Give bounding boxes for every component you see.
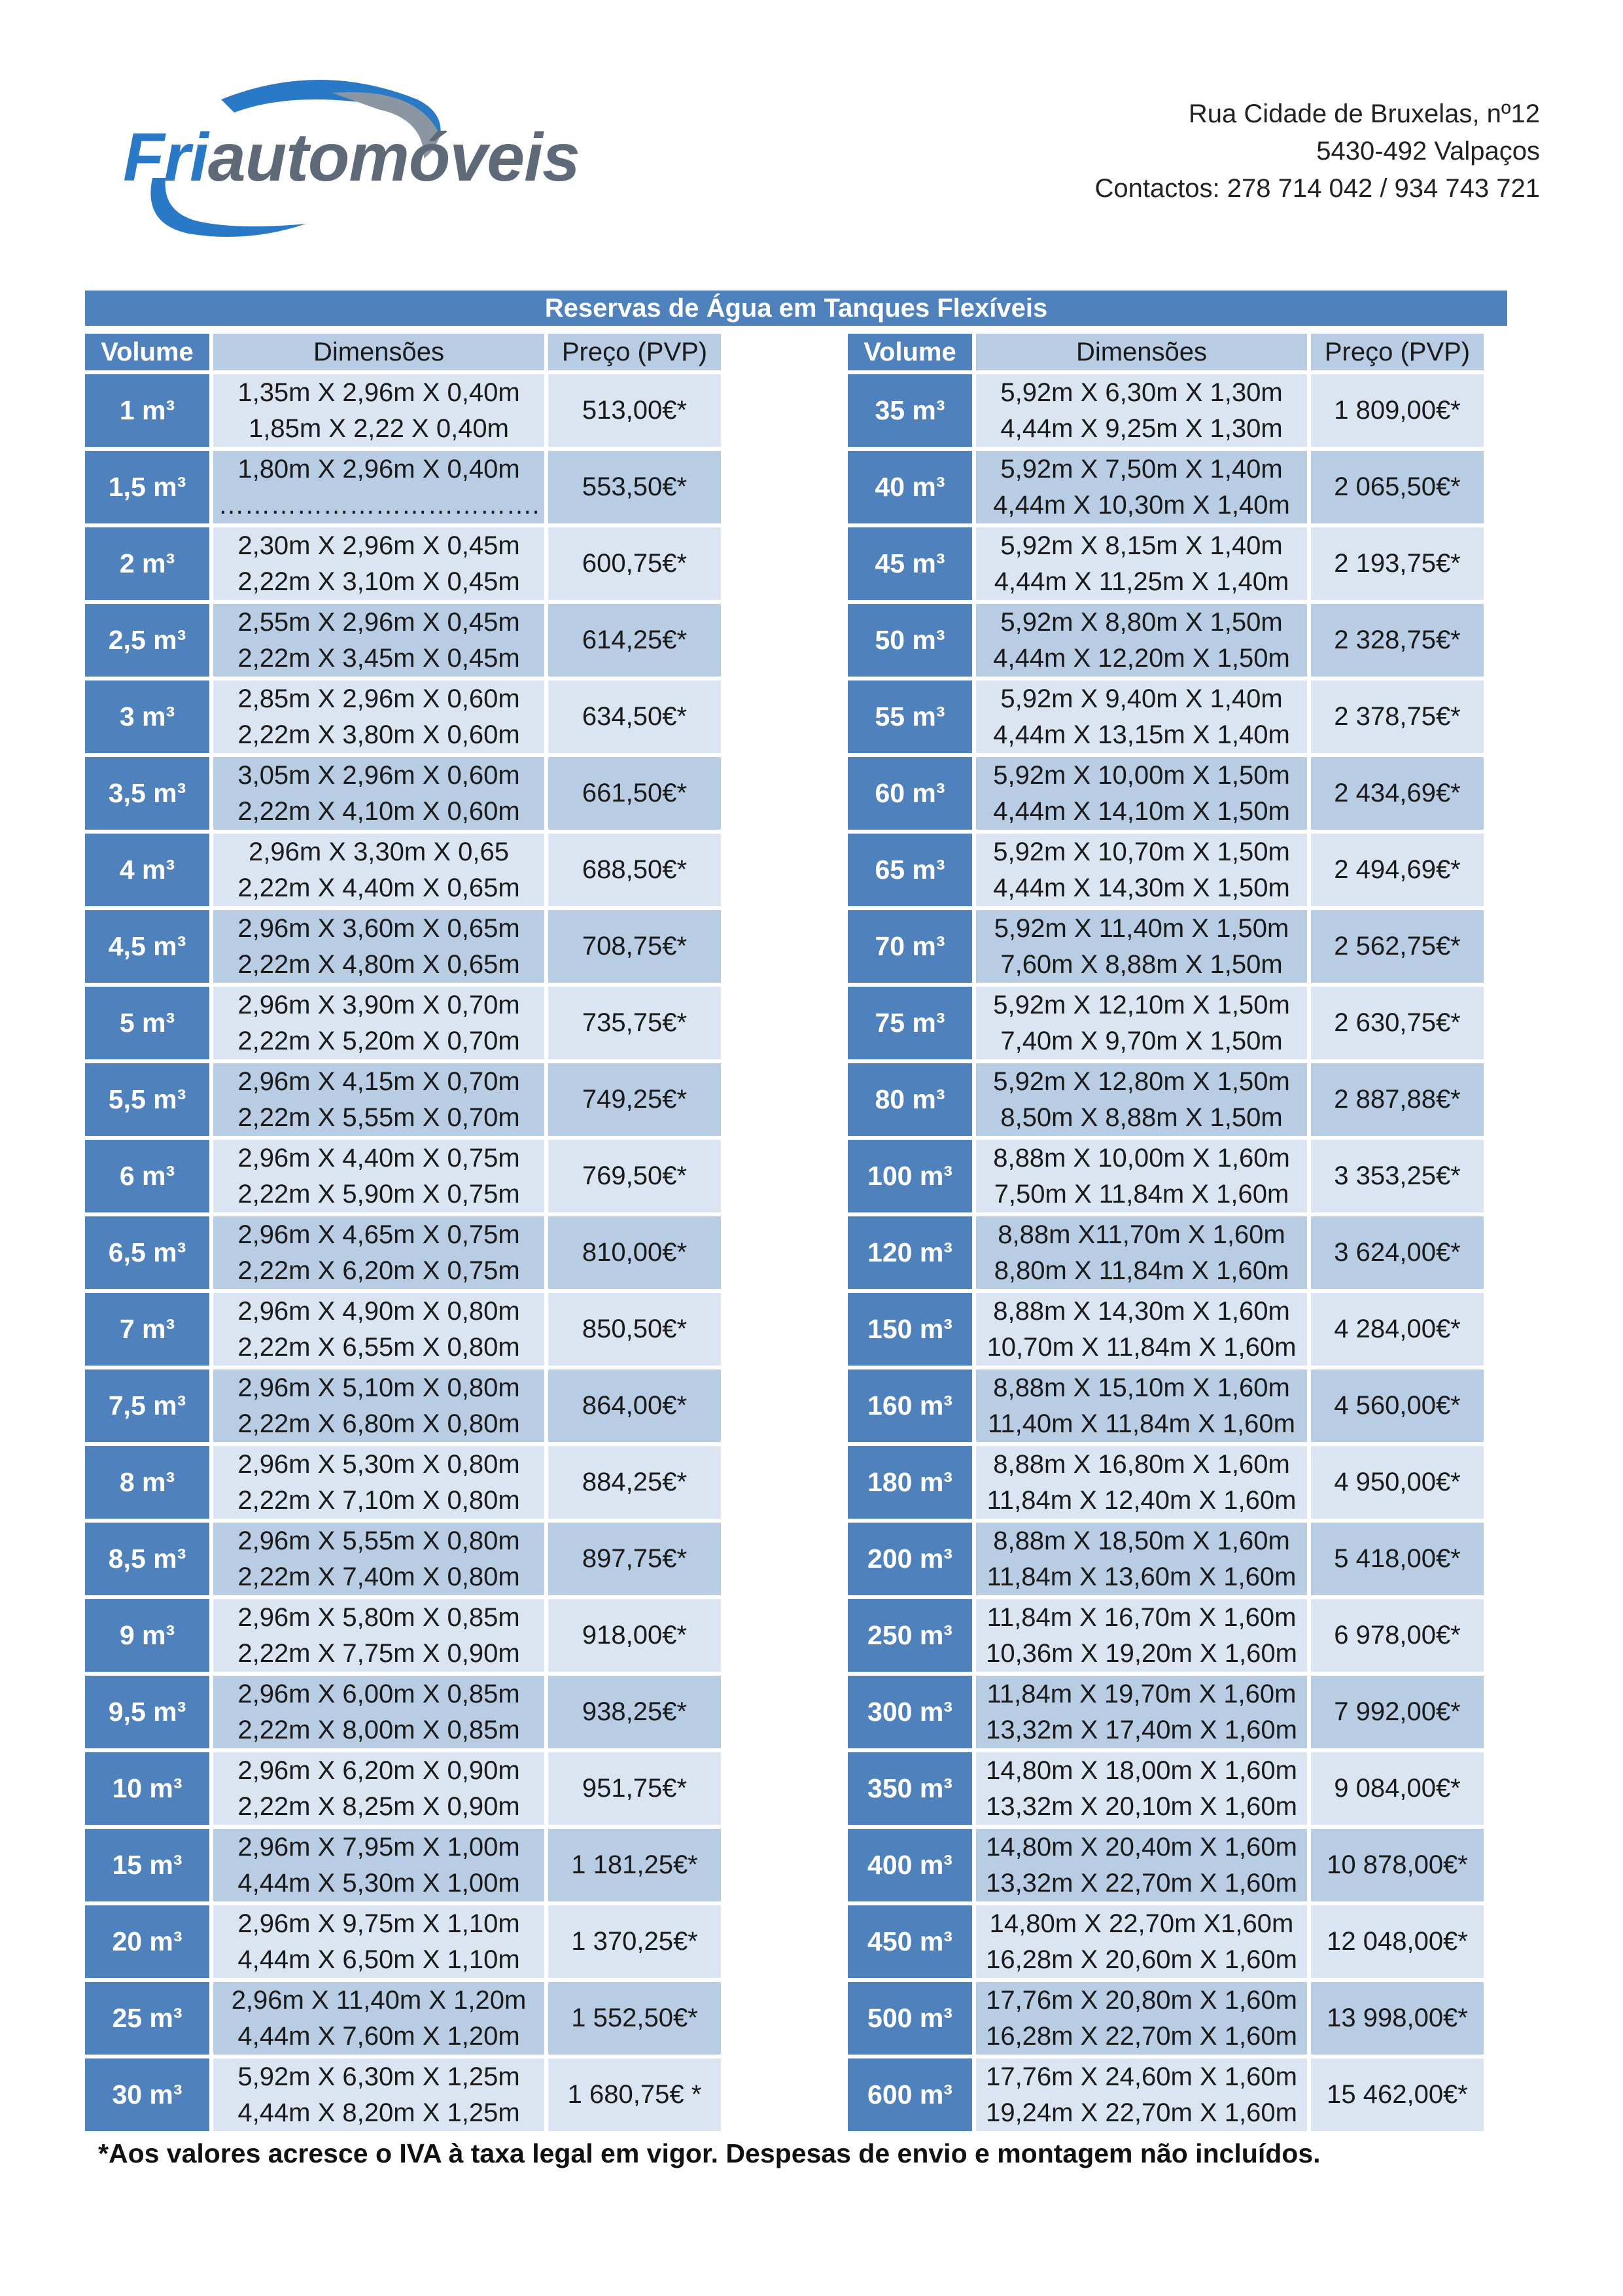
price-table-left bbox=[85, 334, 721, 2135]
dimensions-cell bbox=[213, 1369, 544, 1442]
dimension-option-2: 19,24m X 22,70m X 1,60m bbox=[986, 2098, 1297, 2127]
volume-cell: 600 m³ bbox=[848, 2058, 972, 2131]
table-row bbox=[848, 1676, 1484, 1748]
dimension-option-2: 4,44m X 7,60m X 1,20m bbox=[237, 2021, 520, 2051]
volume-cell: 65 m³ bbox=[848, 834, 972, 906]
table-header bbox=[85, 334, 721, 370]
volume-cell: 350 m³ bbox=[848, 1752, 972, 1825]
dimension-option-2: 7,40m X 9,70m X 1,50m bbox=[1000, 1026, 1283, 1055]
table-row bbox=[85, 910, 721, 983]
dimension-option-1: 11,84m X 19,70m X 1,60m bbox=[986, 1679, 1297, 1708]
price-cell: 5 418,00€* bbox=[1311, 1523, 1484, 1595]
dimension-option-2: 2,22m X 8,00m X 0,85m bbox=[237, 1715, 520, 1744]
dimensions-cell bbox=[976, 2058, 1307, 2131]
dimension-option-2: 11,40m X 11,84m X 1,60m bbox=[988, 1409, 1295, 1438]
price-cell: 897,75€* bbox=[548, 1523, 721, 1595]
contacts-line: Contactos: 278 714 042 / 934 743 721 bbox=[1094, 174, 1540, 203]
dimension-option-2: 4,44m X 6,50m X 1,10m bbox=[237, 1945, 520, 1974]
table-row bbox=[85, 1140, 721, 1212]
dimensions-cell bbox=[976, 1752, 1307, 1825]
price-cell: 6 978,00€* bbox=[1311, 1599, 1484, 1672]
dimension-option-2: ………………………………. bbox=[218, 490, 540, 520]
company-address bbox=[1094, 96, 1540, 207]
table-row bbox=[848, 1905, 1484, 1978]
dimensions-cell bbox=[213, 910, 544, 983]
dimensions-cell bbox=[213, 1216, 544, 1289]
dimension-option-2: 10,36m X 19,20m X 1,60m bbox=[986, 1638, 1297, 1668]
dimension-option-2: 16,28m X 20,60m X 1,60m bbox=[986, 1945, 1297, 1974]
volume-cell: 500 m³ bbox=[848, 1982, 972, 2055]
price-cell: 864,00€* bbox=[548, 1369, 721, 1442]
dimension-option-2: 2,22m X 5,90m X 0,75m bbox=[237, 1179, 520, 1209]
dimension-option-2: 4,44m X 14,10m X 1,50m bbox=[993, 796, 1290, 826]
volume-cell: 3,5 m³ bbox=[85, 757, 209, 830]
dimensions-cell bbox=[976, 1369, 1307, 1442]
dimension-option-1: 2,96m X 4,15m X 0,70m bbox=[237, 1067, 520, 1096]
table-row bbox=[848, 1752, 1484, 1825]
dimensions-cell bbox=[976, 1140, 1307, 1212]
dimension-option-1: 2,96m X 5,80m X 0,85m bbox=[237, 1602, 520, 1632]
dimensions-cell bbox=[976, 374, 1307, 447]
dimension-option-2: 2,22m X 3,45m X 0,45m bbox=[237, 643, 520, 673]
price-cell: 1 370,25€* bbox=[548, 1905, 721, 1978]
volume-cell: 30 m³ bbox=[85, 2058, 209, 2131]
dimension-option-2: 2,22m X 6,55m X 0,80m bbox=[237, 1332, 520, 1362]
price-cell: 938,25€* bbox=[548, 1676, 721, 1748]
price-cell: 1 181,25€* bbox=[548, 1829, 721, 1901]
dimension-option-2: 16,28m X 22,70m X 1,60m bbox=[986, 2021, 1297, 2051]
volume-cell: 4 m³ bbox=[85, 834, 209, 906]
dimensions-cell bbox=[976, 1905, 1307, 1978]
dimensions-cell bbox=[213, 1293, 544, 1366]
dimension-option-1: 17,76m X 20,80m X 1,60m bbox=[986, 1985, 1297, 2015]
dimension-option-2: 8,50m X 8,88m X 1,50m bbox=[1000, 1103, 1283, 1132]
header-price: Preço (PVP) bbox=[548, 334, 721, 370]
dimension-option-2: 2,22m X 3,10m X 0,45m bbox=[237, 567, 520, 596]
table-row bbox=[848, 910, 1484, 983]
table-row bbox=[85, 987, 721, 1059]
price-cell: 688,50€* bbox=[548, 834, 721, 906]
dimension-option-1: 2,96m X 4,90m X 0,80m bbox=[237, 1296, 520, 1326]
dimension-option-1: 17,76m X 24,60m X 1,60m bbox=[986, 2062, 1297, 2091]
dimensions-cell bbox=[976, 451, 1307, 523]
price-cell: 1 680,75€ * bbox=[548, 2058, 721, 2131]
price-cell: 2 434,69€* bbox=[1311, 757, 1484, 830]
price-cell: 810,00€* bbox=[548, 1216, 721, 1289]
dimension-option-2: 7,60m X 8,88m X 1,50m bbox=[1000, 949, 1283, 979]
table-row bbox=[848, 1369, 1484, 1442]
dimensions-cell bbox=[213, 2058, 544, 2131]
dimensions-cell bbox=[976, 1216, 1307, 1289]
dimension-option-1: 5,92m X 7,50m X 1,40m bbox=[1000, 454, 1283, 484]
dimensions-cell bbox=[976, 1599, 1307, 1672]
dimension-option-1: 8,88m X 14,30m X 1,60m bbox=[993, 1296, 1290, 1326]
logo-fri: Fri bbox=[123, 120, 208, 196]
price-cell: 769,50€* bbox=[548, 1140, 721, 1212]
dimension-option-1: 5,92m X 10,00m X 1,50m bbox=[993, 760, 1290, 790]
header-price: Preço (PVP) bbox=[1311, 334, 1484, 370]
price-cell: 614,25€* bbox=[548, 604, 721, 677]
dimensions-cell bbox=[213, 1599, 544, 1672]
table-row bbox=[848, 1063, 1484, 1136]
dimension-option-2: 4,44m X 12,20m X 1,50m bbox=[993, 643, 1290, 673]
header-dimensions: Dimensões bbox=[213, 334, 544, 370]
table-row bbox=[848, 604, 1484, 677]
volume-cell: 5 m³ bbox=[85, 987, 209, 1059]
dimension-option-2: 2,22m X 7,40m X 0,80m bbox=[237, 1562, 520, 1591]
price-cell: 634,50€* bbox=[548, 680, 721, 753]
table-row bbox=[848, 1446, 1484, 1519]
volume-cell: 150 m³ bbox=[848, 1293, 972, 1366]
table-title: Reservas de Água em Tanques Flexíveis bbox=[85, 291, 1507, 326]
dimension-option-2: 13,32m X 20,10m X 1,60m bbox=[986, 1792, 1297, 1821]
dimension-option-2: 2,22m X 7,75m X 0,90m bbox=[237, 1638, 520, 1668]
volume-cell: 50 m³ bbox=[848, 604, 972, 677]
dimensions-cell bbox=[976, 604, 1307, 677]
volume-cell: 4,5 m³ bbox=[85, 910, 209, 983]
table-header bbox=[848, 334, 1484, 370]
price-cell: 4 950,00€* bbox=[1311, 1446, 1484, 1519]
volume-cell: 8 m³ bbox=[85, 1446, 209, 1519]
table-row bbox=[85, 374, 721, 447]
table-row bbox=[848, 1293, 1484, 1366]
table-row bbox=[85, 1982, 721, 2055]
volume-cell: 20 m³ bbox=[85, 1905, 209, 1978]
dimension-option-1: 1,80m X 2,96m X 0,40m bbox=[237, 454, 520, 484]
price-cell: 10 878,00€* bbox=[1311, 1829, 1484, 1901]
table-row bbox=[848, 2058, 1484, 2131]
price-cell: 661,50€* bbox=[548, 757, 721, 830]
price-cell: 3 353,25€* bbox=[1311, 1140, 1484, 1212]
dimension-option-1: 8,88m X 15,10m X 1,60m bbox=[993, 1373, 1290, 1402]
table-row bbox=[85, 527, 721, 600]
dimensions-cell bbox=[213, 451, 544, 523]
dimension-option-1: 2,96m X 6,00m X 0,85m bbox=[237, 1679, 520, 1708]
table-row bbox=[848, 527, 1484, 600]
table-row bbox=[85, 2058, 721, 2131]
volume-cell: 2,5 m³ bbox=[85, 604, 209, 677]
dimension-option-1: 14,80m X 18,00m X 1,60m bbox=[986, 1756, 1297, 1785]
dimension-option-2: 4,44m X 13,15m X 1,40m bbox=[993, 720, 1290, 749]
volume-cell: 6 m³ bbox=[85, 1140, 209, 1212]
dimension-option-2: 2,22m X 8,25m X 0,90m bbox=[237, 1792, 520, 1821]
price-cell: 2 065,50€* bbox=[1311, 451, 1484, 523]
dimensions-cell bbox=[213, 604, 544, 677]
dimension-option-2: 11,84m X 13,60m X 1,60m bbox=[986, 1562, 1297, 1591]
header-dimensions: Dimensões bbox=[976, 334, 1307, 370]
dimensions-cell bbox=[976, 910, 1307, 983]
dimensions-cell bbox=[976, 834, 1307, 906]
dimension-option-1: 3,05m X 2,96m X 0,60m bbox=[237, 760, 520, 790]
dimension-option-2: 2,22m X 4,80m X 0,65m bbox=[237, 949, 520, 979]
dimension-option-1: 2,96m X 3,30m X 0,65 bbox=[248, 837, 509, 866]
dimensions-cell bbox=[976, 1293, 1307, 1366]
company-logo bbox=[116, 73, 580, 243]
dimensions-cell bbox=[213, 680, 544, 753]
volume-cell: 180 m³ bbox=[848, 1446, 972, 1519]
price-cell: 2 328,75€* bbox=[1311, 604, 1484, 677]
dimensions-cell bbox=[213, 757, 544, 830]
dimension-option-1: 5,92m X 8,80m X 1,50m bbox=[1000, 607, 1283, 637]
price-table-right bbox=[848, 334, 1484, 2135]
dimension-option-1: 5,92m X 8,15m X 1,40m bbox=[1000, 531, 1283, 560]
dimension-option-2: 2,22m X 4,10m X 0,60m bbox=[237, 796, 520, 826]
table-row bbox=[848, 451, 1484, 523]
dimension-option-2: 2,22m X 5,55m X 0,70m bbox=[237, 1103, 520, 1132]
dimension-option-2: 4,44m X 9,25m X 1,30m bbox=[1000, 414, 1283, 443]
table-row bbox=[848, 987, 1484, 1059]
price-cell: 708,75€* bbox=[548, 910, 721, 983]
dimension-option-1: 11,84m X 16,70m X 1,60m bbox=[986, 1602, 1297, 1632]
dimensions-cell bbox=[976, 987, 1307, 1059]
price-cell: 9 084,00€* bbox=[1311, 1752, 1484, 1825]
dimension-option-2: 13,32m X 17,40m X 1,60m bbox=[986, 1715, 1297, 1744]
dimension-option-2: 2,22m X 4,40m X 0,65m bbox=[237, 873, 520, 902]
dimension-option-1: 14,80m X 20,40m X 1,60m bbox=[986, 1832, 1297, 1862]
price-cell: 2 562,75€* bbox=[1311, 910, 1484, 983]
table-row bbox=[85, 1752, 721, 1825]
table-row bbox=[85, 1216, 721, 1289]
table-row bbox=[85, 1523, 721, 1595]
dimension-option-1: 1,35m X 2,96m X 0,40m bbox=[237, 378, 520, 407]
dimension-option-2: 10,70m X 11,84m X 1,60m bbox=[986, 1332, 1297, 1362]
price-cell: 4 560,00€* bbox=[1311, 1369, 1484, 1442]
dimension-option-1: 2,96m X 5,10m X 0,80m bbox=[237, 1373, 520, 1402]
price-cell: 735,75€* bbox=[548, 987, 721, 1059]
table-row bbox=[848, 374, 1484, 447]
dimension-option-2: 4,44m X 8,20m X 1,25m bbox=[237, 2098, 520, 2127]
price-cell: 3 624,00€* bbox=[1311, 1216, 1484, 1289]
table-row bbox=[848, 1599, 1484, 1672]
volume-cell: 450 m³ bbox=[848, 1905, 972, 1978]
dimensions-cell bbox=[213, 1523, 544, 1595]
price-cell: 749,25€* bbox=[548, 1063, 721, 1136]
price-cell: 4 284,00€* bbox=[1311, 1293, 1484, 1366]
dimension-option-1: 2,96m X 3,90m X 0,70m bbox=[237, 990, 520, 1019]
volume-cell: 120 m³ bbox=[848, 1216, 972, 1289]
dimension-option-1: 2,96m X 11,40m X 1,20m bbox=[231, 1985, 527, 2015]
dimensions-cell bbox=[976, 1063, 1307, 1136]
volume-cell: 45 m³ bbox=[848, 527, 972, 600]
dimension-option-2: 4,44m X 5,30m X 1,00m bbox=[237, 1868, 520, 1898]
dimensions-cell bbox=[976, 1523, 1307, 1595]
dimensions-cell bbox=[976, 1829, 1307, 1901]
dimensions-cell bbox=[976, 680, 1307, 753]
volume-cell: 5,5 m³ bbox=[85, 1063, 209, 1136]
table-row bbox=[848, 1216, 1484, 1289]
table-row bbox=[848, 680, 1484, 753]
logo-wordmark bbox=[123, 119, 580, 197]
price-cell: 2 630,75€* bbox=[1311, 987, 1484, 1059]
dimension-option-1: 2,96m X 6,20m X 0,90m bbox=[237, 1756, 520, 1785]
dimension-option-2: 4,44m X 10,30m X 1,40m bbox=[993, 490, 1290, 520]
dimensions-cell bbox=[976, 1676, 1307, 1748]
dimension-option-1: 5,92m X 10,70m X 1,50m bbox=[993, 837, 1290, 866]
volume-cell: 400 m³ bbox=[848, 1829, 972, 1901]
price-cell: 13 998,00€* bbox=[1311, 1982, 1484, 2055]
volume-cell: 250 m³ bbox=[848, 1599, 972, 1672]
price-cell: 951,75€* bbox=[548, 1752, 721, 1825]
dimensions-cell bbox=[213, 1829, 544, 1901]
dimension-option-1: 8,88m X 16,80m X 1,60m bbox=[993, 1449, 1290, 1479]
table-row bbox=[85, 1293, 721, 1366]
dimension-option-2: 2,22m X 7,10m X 0,80m bbox=[237, 1485, 520, 1515]
volume-cell: 9,5 m³ bbox=[85, 1676, 209, 1748]
table-row bbox=[85, 680, 721, 753]
table-row bbox=[848, 1829, 1484, 1901]
dimension-option-1: 8,88m X 18,50m X 1,60m bbox=[993, 1526, 1290, 1555]
volume-cell: 100 m³ bbox=[848, 1140, 972, 1212]
volume-cell: 15 m³ bbox=[85, 1829, 209, 1901]
table-row bbox=[85, 834, 721, 906]
volume-cell: 80 m³ bbox=[848, 1063, 972, 1136]
table-row bbox=[848, 1140, 1484, 1212]
price-cell: 918,00€* bbox=[548, 1599, 721, 1672]
dimensions-cell bbox=[213, 987, 544, 1059]
table-row bbox=[848, 1982, 1484, 2055]
volume-cell: 300 m³ bbox=[848, 1676, 972, 1748]
dimension-option-1: 2,55m X 2,96m X 0,45m bbox=[237, 607, 520, 637]
dimension-option-1: 14,80m X 22,70m X1,60m bbox=[989, 1909, 1294, 1938]
volume-cell: 1 m³ bbox=[85, 374, 209, 447]
dimension-option-1: 2,96m X 5,55m X 0,80m bbox=[237, 1526, 520, 1555]
dimension-option-2: 4,44m X 11,25m X 1,40m bbox=[994, 567, 1289, 596]
price-cell: 600,75€* bbox=[548, 527, 721, 600]
address-line2: 5430-492 Valpaços bbox=[1316, 137, 1540, 166]
dimensions-cell bbox=[213, 1676, 544, 1748]
dimension-option-1: 2,96m X 4,65m X 0,75m bbox=[237, 1220, 520, 1249]
dimension-option-2: 11,84m X 12,40m X 1,60m bbox=[986, 1485, 1297, 1515]
table-row bbox=[85, 1676, 721, 1748]
dimension-option-1: 2,85m X 2,96m X 0,60m bbox=[237, 684, 520, 713]
dimension-option-2: 4,44m X 14,30m X 1,50m bbox=[993, 873, 1290, 902]
volume-cell: 25 m³ bbox=[85, 1982, 209, 2055]
dimensions-cell bbox=[213, 1063, 544, 1136]
dimension-option-1: 2,96m X 7,95m X 1,00m bbox=[237, 1832, 520, 1862]
dimensions-cell bbox=[213, 1752, 544, 1825]
dimension-option-1: 5,92m X 9,40m X 1,40m bbox=[1000, 684, 1283, 713]
volume-cell: 3 m³ bbox=[85, 680, 209, 753]
volume-cell: 7,5 m³ bbox=[85, 1369, 209, 1442]
price-cell: 2 378,75€* bbox=[1311, 680, 1484, 753]
table-row bbox=[848, 1523, 1484, 1595]
dimensions-cell bbox=[213, 1905, 544, 1978]
dimensions-cell bbox=[213, 1446, 544, 1519]
price-cell: 513,00€* bbox=[548, 374, 721, 447]
volume-cell: 60 m³ bbox=[848, 757, 972, 830]
table-row bbox=[85, 757, 721, 830]
dimension-option-1: 5,92m X 6,30m X 1,30m bbox=[1000, 378, 1283, 407]
dimension-option-1: 8,88m X11,70m X 1,60m bbox=[998, 1220, 1285, 1249]
dimension-option-1: 2,96m X 5,30m X 0,80m bbox=[237, 1449, 520, 1479]
dimension-option-1: 8,88m X 10,00m X 1,60m bbox=[993, 1143, 1290, 1173]
dimensions-cell bbox=[213, 1140, 544, 1212]
table-row bbox=[848, 834, 1484, 906]
volume-cell: 10 m³ bbox=[85, 1752, 209, 1825]
volume-cell: 6,5 m³ bbox=[85, 1216, 209, 1289]
price-cell: 2 193,75€* bbox=[1311, 527, 1484, 600]
dimension-option-1: 5,92m X 6,30m X 1,25m bbox=[237, 2062, 520, 2091]
price-cell: 2 887,88€* bbox=[1311, 1063, 1484, 1136]
dimension-option-1: 5,92m X 12,10m X 1,50m bbox=[993, 990, 1290, 1019]
price-cell: 1 809,00€* bbox=[1311, 374, 1484, 447]
dimension-option-1: 5,92m X 12,80m X 1,50m bbox=[993, 1067, 1290, 1096]
dimension-option-2: 2,22m X 6,20m X 0,75m bbox=[237, 1256, 520, 1285]
dimension-option-2: 2,22m X 3,80m X 0,60m bbox=[237, 720, 520, 749]
volume-cell: 9 m³ bbox=[85, 1599, 209, 1672]
table-row bbox=[85, 1369, 721, 1442]
table-row bbox=[85, 1063, 721, 1136]
dimension-option-2: 8,80m X 11,84m X 1,60m bbox=[994, 1256, 1289, 1285]
volume-cell: 200 m³ bbox=[848, 1523, 972, 1595]
dimensions-cell bbox=[976, 1982, 1307, 2055]
volume-cell: 2 m³ bbox=[85, 527, 209, 600]
table-row bbox=[85, 1829, 721, 1901]
table-row bbox=[85, 1905, 721, 1978]
dimensions-cell bbox=[976, 1446, 1307, 1519]
dimensions-cell bbox=[976, 757, 1307, 830]
dimension-option-1: 2,96m X 4,40m X 0,75m bbox=[237, 1143, 520, 1173]
price-cell: 15 462,00€* bbox=[1311, 2058, 1484, 2131]
volume-cell: 75 m³ bbox=[848, 987, 972, 1059]
volume-cell: 35 m³ bbox=[848, 374, 972, 447]
dimension-option-2: 7,50m X 11,84m X 1,60m bbox=[994, 1179, 1289, 1209]
dimension-option-1: 2,96m X 9,75m X 1,10m bbox=[237, 1909, 520, 1938]
dimension-option-2: 2,22m X 6,80m X 0,80m bbox=[237, 1409, 520, 1438]
dimensions-cell bbox=[213, 374, 544, 447]
volume-cell: 8,5 m³ bbox=[85, 1523, 209, 1595]
dimensions-cell bbox=[213, 834, 544, 906]
dimension-option-2: 13,32m X 22,70m X 1,60m bbox=[986, 1868, 1297, 1898]
header-volume: Volume bbox=[85, 334, 209, 370]
volume-cell: 55 m³ bbox=[848, 680, 972, 753]
dimensions-cell bbox=[213, 1982, 544, 2055]
price-cell: 884,25€* bbox=[548, 1446, 721, 1519]
table-row bbox=[85, 604, 721, 677]
volume-cell: 40 m³ bbox=[848, 451, 972, 523]
volume-cell: 1,5 m³ bbox=[85, 451, 209, 523]
footnote: *Aos valores acresce o IVA à taxa legal em vigor. Despesas de envio e montagem não incluídos. bbox=[98, 2138, 1321, 2168]
price-cell: 12 048,00€* bbox=[1311, 1905, 1484, 1978]
dimensions-cell bbox=[976, 527, 1307, 600]
table-row bbox=[85, 1599, 721, 1672]
dimension-option-2: 2,22m X 5,20m X 0,70m bbox=[237, 1026, 520, 1055]
dimension-option-1: 2,96m X 3,60m X 0,65m bbox=[237, 913, 520, 943]
price-cell: 7 992,00€* bbox=[1311, 1676, 1484, 1748]
dimension-option-2: 1,85m X 2,22 X 0,40m bbox=[248, 414, 509, 443]
volume-cell: 7 m³ bbox=[85, 1293, 209, 1366]
logo-automoveis: automóveis bbox=[207, 120, 580, 196]
table-row bbox=[85, 1446, 721, 1519]
volume-cell: 70 m³ bbox=[848, 910, 972, 983]
price-cell: 850,50€* bbox=[548, 1293, 721, 1366]
header-volume: Volume bbox=[848, 334, 972, 370]
dimensions-cell bbox=[213, 527, 544, 600]
table-row bbox=[85, 451, 721, 523]
table-row bbox=[848, 757, 1484, 830]
price-cell: 1 552,50€* bbox=[548, 1982, 721, 2055]
dimension-option-1: 2,30m X 2,96m X 0,45m bbox=[237, 531, 520, 560]
price-cell: 553,50€* bbox=[548, 451, 721, 523]
price-cell: 2 494,69€* bbox=[1311, 834, 1484, 906]
address-line1: Rua Cidade de Bruxelas, nº12 bbox=[1188, 99, 1540, 128]
dimension-option-1: 5,92m X 11,40m X 1,50m bbox=[994, 913, 1289, 943]
volume-cell: 160 m³ bbox=[848, 1369, 972, 1442]
